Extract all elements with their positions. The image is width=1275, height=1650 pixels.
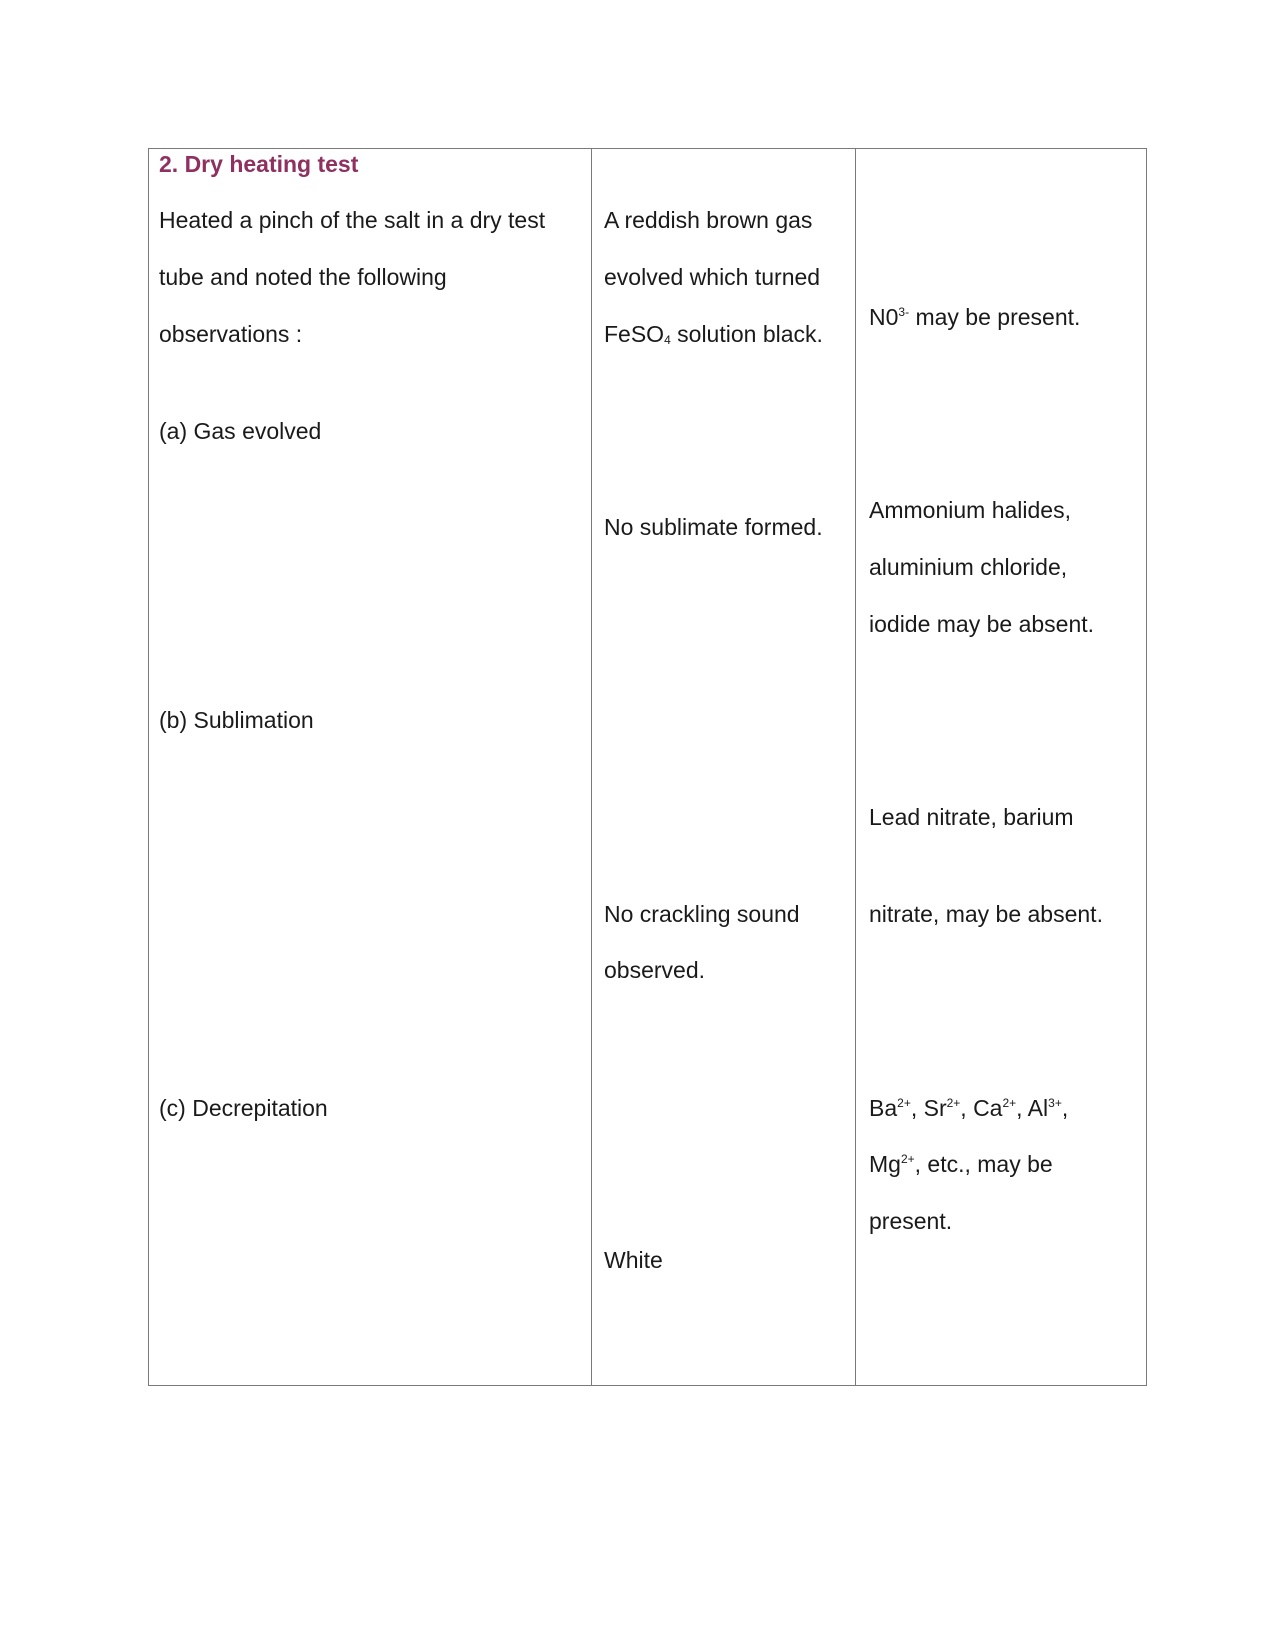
inference-lead-line-2: nitrate, may be absent.	[869, 901, 1103, 927]
inference-cations-line-3: present.	[869, 1208, 953, 1234]
inference-halides-line-3: iodide may be absent.	[869, 611, 1095, 637]
inference-cations-line-1	[869, 1094, 1068, 1122]
nitrate-formula: N0	[869, 304, 899, 330]
aluminium-charge: 3+	[1048, 1096, 1062, 1110]
section-heading: 2. Dry heating test	[159, 151, 359, 177]
magnesium-tail: , etc., may be	[914, 1151, 1053, 1177]
column-divider-2	[855, 149, 856, 1385]
experiment-intro-line-1: Heated a pinch of the salt in a dry test	[159, 207, 546, 233]
subtest-sublimation: (b) Sublimation	[159, 707, 314, 733]
observation-sublimate: No sublimate formed.	[604, 514, 823, 540]
inference-lead-line-1: Lead nitrate, barium	[869, 804, 1074, 830]
barium-charge: 2+	[897, 1096, 911, 1110]
observation-gas-line-1: A reddish brown gas	[604, 207, 813, 233]
inference-cations-line-2	[869, 1150, 1053, 1178]
magnesium: Mg	[869, 1151, 901, 1177]
subtest-gas-evolved: (a) Gas evolved	[159, 418, 322, 444]
feso4-subscript: 4	[664, 333, 671, 347]
observation-gas-line-3	[604, 320, 823, 348]
aluminium: , Al	[1016, 1095, 1049, 1121]
experiment-intro-line-3: observations :	[159, 321, 303, 347]
observation-crackling-line-1: No crackling sound	[604, 901, 800, 927]
feso4-formula: FeSO	[604, 321, 665, 347]
strontium-charge: 2+	[946, 1096, 961, 1110]
observation-gas-line-2: evolved which turned	[604, 264, 821, 290]
inference-halides-line-1: Ammonium halides,	[869, 497, 1071, 523]
calcium-charge: 2+	[1002, 1096, 1017, 1110]
calcium: , Ca	[960, 1095, 1003, 1121]
strontium: , Sr	[910, 1095, 947, 1121]
inference-halides-line-2: aluminium chloride,	[869, 554, 1068, 580]
gas-line-3-suffix: solution black.	[670, 321, 823, 347]
aluminium-tail: ,	[1061, 1095, 1069, 1121]
experiment-intro-line-2: tube and noted the following	[159, 264, 447, 290]
inference-nitrate	[869, 303, 1080, 331]
subtest-decrepitation: (c) Decrepitation	[159, 1095, 328, 1121]
observation-crackling-line-2: observed.	[604, 957, 706, 983]
nitrate-suffix: may be present.	[909, 304, 1081, 330]
nitrate-charge: 3-	[898, 305, 910, 319]
barium: Ba	[869, 1095, 898, 1121]
column-divider-1	[591, 149, 592, 1385]
magnesium-charge: 2+	[900, 1152, 915, 1166]
observation-residue: White	[604, 1247, 663, 1273]
